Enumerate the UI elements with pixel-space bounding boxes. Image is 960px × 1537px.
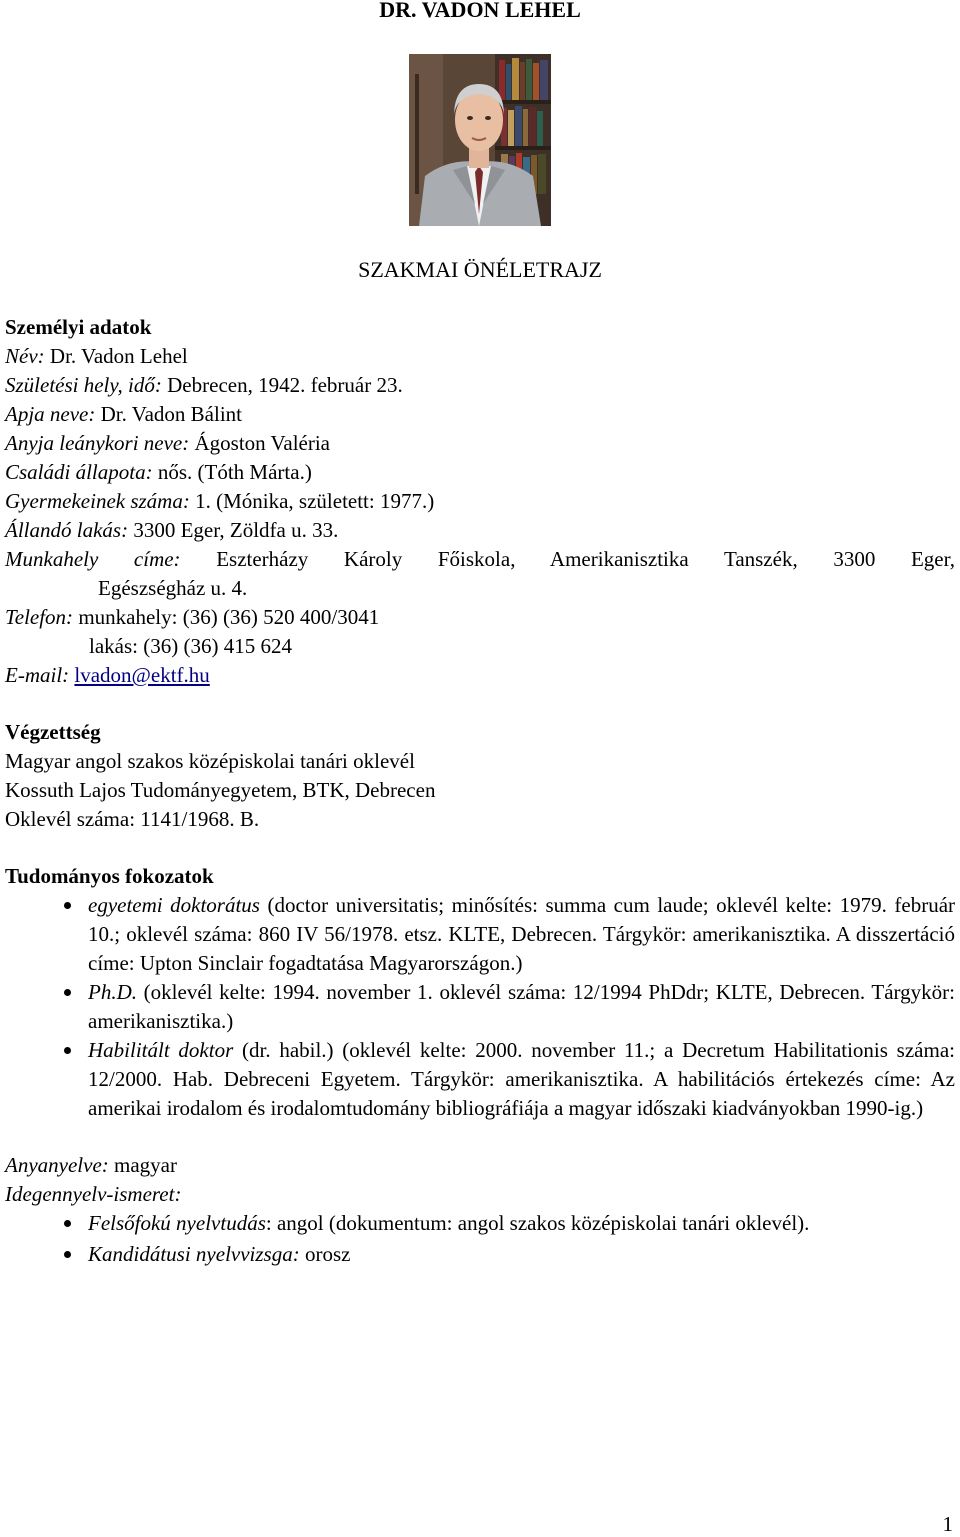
degree-text: (doctor universitatis; minősítés: summa cum laude; oklevél kelte: 1979. február 10.; oklevél száma: 860 IV 56/1978. etsz. KLTE, Debrecen. Tárgykör: amerikanisztika. A disszertáció címe: Upton Sinclair fogadtatása Magyarországon.) xyxy=(88,893,956,975)
native-language-row xyxy=(5,1151,955,1180)
father-row xyxy=(5,400,955,429)
birth-row xyxy=(5,371,955,400)
home-label: Állandó lakás: xyxy=(5,518,129,542)
work-row xyxy=(5,545,955,574)
work-row-continued: Egészségház u. 4. xyxy=(98,576,248,600)
birth-value: Debrecen, 1942. február 23. xyxy=(161,373,403,397)
section-heading-personal: Személyi adatok xyxy=(5,315,152,339)
mother-label: Anyja leánykori neve: xyxy=(5,431,190,455)
document-title: SZAKMAI ÖNÉLETRAJZ xyxy=(358,257,602,282)
list-item xyxy=(5,1240,955,1269)
email-row xyxy=(5,661,955,690)
degree-title: Ph.D. xyxy=(88,980,137,1004)
phone-home-value: lakás: (36) (36) 415 624 xyxy=(89,634,292,658)
marital-value: nős. (Tóth Márta.) xyxy=(152,460,312,484)
birth-label: Születési hely, idő: xyxy=(5,373,162,397)
father-value: Dr. Vadon Bálint xyxy=(95,402,242,426)
degrees-list xyxy=(5,891,955,1123)
page-number: 1 xyxy=(942,1512,953,1536)
marital-row xyxy=(5,458,955,487)
children-value: 1. (Mónika, született: 1977.) xyxy=(189,489,435,513)
children-label: Gyermekeinek száma: xyxy=(5,489,190,513)
mother-value: Ágoston Valéria xyxy=(189,431,331,455)
email-label: E-mail: xyxy=(5,663,70,687)
document-body xyxy=(5,313,955,1271)
native-language-value: magyar xyxy=(108,1153,177,1177)
page-title: DR. VADON LEHEL xyxy=(379,0,581,22)
name-row xyxy=(5,342,955,371)
phone-work-value: munkahely: (36) (36) 520 400/3041 xyxy=(73,605,380,629)
name-value: Dr. Vadon Lehel xyxy=(44,344,188,368)
native-language-label: Anyanyelve: xyxy=(5,1153,109,1177)
languages-list xyxy=(5,1209,955,1269)
list-item xyxy=(5,1036,955,1123)
portrait-photo-icon xyxy=(409,54,551,226)
education-line: Magyar angol szakos középiskolai tanári oklevél xyxy=(5,749,415,773)
foreign-language-label: Idegennyelv-ismeret: xyxy=(5,1182,182,1206)
list-item xyxy=(5,978,955,1036)
phone-label: Telefon: xyxy=(5,605,74,629)
father-label: Apja neve: xyxy=(5,402,96,426)
education-line: Kossuth Lajos Tudományegyetem, BTK, Debrecen xyxy=(5,778,436,802)
work-value: Eszterházy Károly Főiskola, Amerikanisztika Tanszék, 3300 Eger, xyxy=(180,547,955,571)
phone-row xyxy=(5,603,955,632)
work-label: Munkahely címe: xyxy=(5,547,181,571)
marital-label: Családi állapota: xyxy=(5,460,153,484)
home-value: 3300 Eger, Zöldfa u. 33. xyxy=(128,518,339,542)
language-title: Felsőfokú nyelvtudás xyxy=(88,1211,266,1235)
education-line: Oklevél száma: 1141/1968. B. xyxy=(5,807,260,831)
section-heading-degrees: Tudományos fokozatok xyxy=(5,864,214,888)
degree-text: (oklevél kelte: 1994. november 1. oklevél száma: 12/1994 PhDdr; KLTE, Debrecen. Tárgykör: amerikanisztika.) xyxy=(88,980,955,1033)
email-link[interactable]: lvadon@ektf.hu xyxy=(74,663,210,687)
language-text: : angol (dokumentum: angol szakos középiskolai tanári oklevél). xyxy=(265,1211,810,1235)
list-item xyxy=(5,1209,955,1238)
language-title: Kandidátusi nyelvvizsga: xyxy=(88,1242,300,1266)
section-heading-education: Végzettség xyxy=(5,720,101,744)
degree-text: (dr. habil.) (oklevél kelte: 2000. november 11.; a Decretum Habilitationis száma: 12/2000. Hab. Debreceni Egyetem. Tárgykör: amerikanisztika. A habilitációs értekezés címe: Az amerikai irodalom és irodalomtudomány bibliográfiája a magyar időszaki kiadványokban 1990-ig.) xyxy=(88,1038,955,1120)
children-row xyxy=(5,487,955,516)
list-item xyxy=(5,891,955,978)
degree-title: egyetemi doktorátus xyxy=(88,893,260,917)
language-text: orosz xyxy=(299,1242,351,1266)
home-row xyxy=(5,516,955,545)
degree-title: Habilitált doktor xyxy=(88,1038,234,1062)
name-label: Név: xyxy=(5,344,45,368)
mother-row xyxy=(5,429,955,458)
